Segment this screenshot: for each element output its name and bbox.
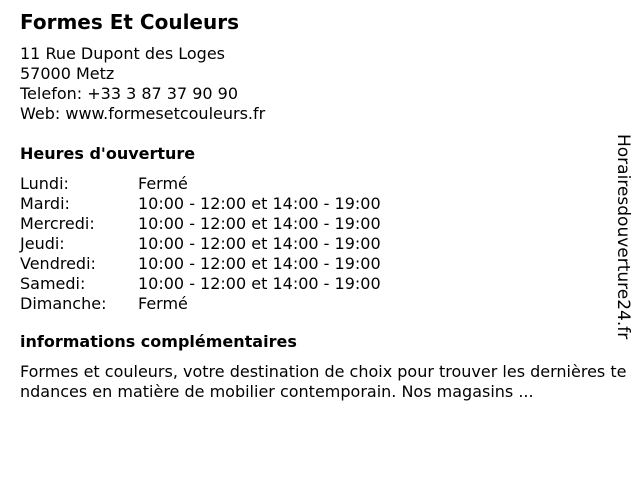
hours-row-friday bbox=[20, 254, 632, 274]
hours-day: Mercredi: bbox=[20, 214, 95, 233]
address-city: 57000 Metz bbox=[20, 64, 115, 83]
hours-time: Fermé bbox=[138, 174, 188, 193]
hours-row-monday bbox=[20, 174, 632, 194]
additional-info-heading: informations complémentaires bbox=[20, 332, 297, 351]
business-card bbox=[20, 8, 632, 402]
additional-info-description: Formes et couleurs, votre destination de choix pour trouver les dernières tendances en matière de mobilier contemporain. Nos magasins ... bbox=[20, 362, 627, 401]
opening-hours-heading: Heures d'ouverture bbox=[20, 144, 196, 163]
hours-day: Lundi: bbox=[20, 174, 69, 193]
hours-row-thursday bbox=[20, 234, 632, 254]
address-street: 11 Rue Dupont des Loges bbox=[20, 44, 225, 63]
phone-number: Telefon: +33 3 87 37 90 90 bbox=[20, 84, 239, 103]
website-link-text[interactable]: Web: www.formesetcouleurs.fr bbox=[20, 104, 266, 123]
hours-time: 10:00 - 12:00 et 14:00 - 19:00 bbox=[138, 254, 381, 273]
hours-day: Samedi: bbox=[20, 274, 86, 293]
hours-row-wednesday bbox=[20, 214, 632, 234]
hours-time: 10:00 - 12:00 et 14:00 - 19:00 bbox=[138, 194, 381, 213]
business-name: Formes Et Couleurs bbox=[20, 10, 239, 34]
hours-row-saturday bbox=[20, 274, 632, 294]
hours-row-sunday bbox=[20, 294, 632, 314]
hours-time: 10:00 - 12:00 et 14:00 - 19:00 bbox=[138, 274, 381, 293]
hours-day: Vendredi: bbox=[20, 254, 96, 273]
hours-row-tuesday bbox=[20, 194, 632, 214]
hours-time: 10:00 - 12:00 et 14:00 - 19:00 bbox=[138, 234, 381, 253]
address-block bbox=[20, 44, 632, 124]
hours-day: Jeudi: bbox=[20, 234, 65, 253]
opening-hours-table bbox=[20, 174, 632, 314]
watermark-text: Horairesdouverture24.fr bbox=[613, 134, 633, 340]
hours-day: Mardi: bbox=[20, 194, 70, 213]
hours-day: Dimanche: bbox=[20, 294, 107, 313]
hours-time: Fermé bbox=[138, 294, 188, 313]
hours-time: 10:00 - 12:00 et 14:00 - 19:00 bbox=[138, 214, 381, 233]
website-link[interactable] bbox=[20, 104, 632, 124]
